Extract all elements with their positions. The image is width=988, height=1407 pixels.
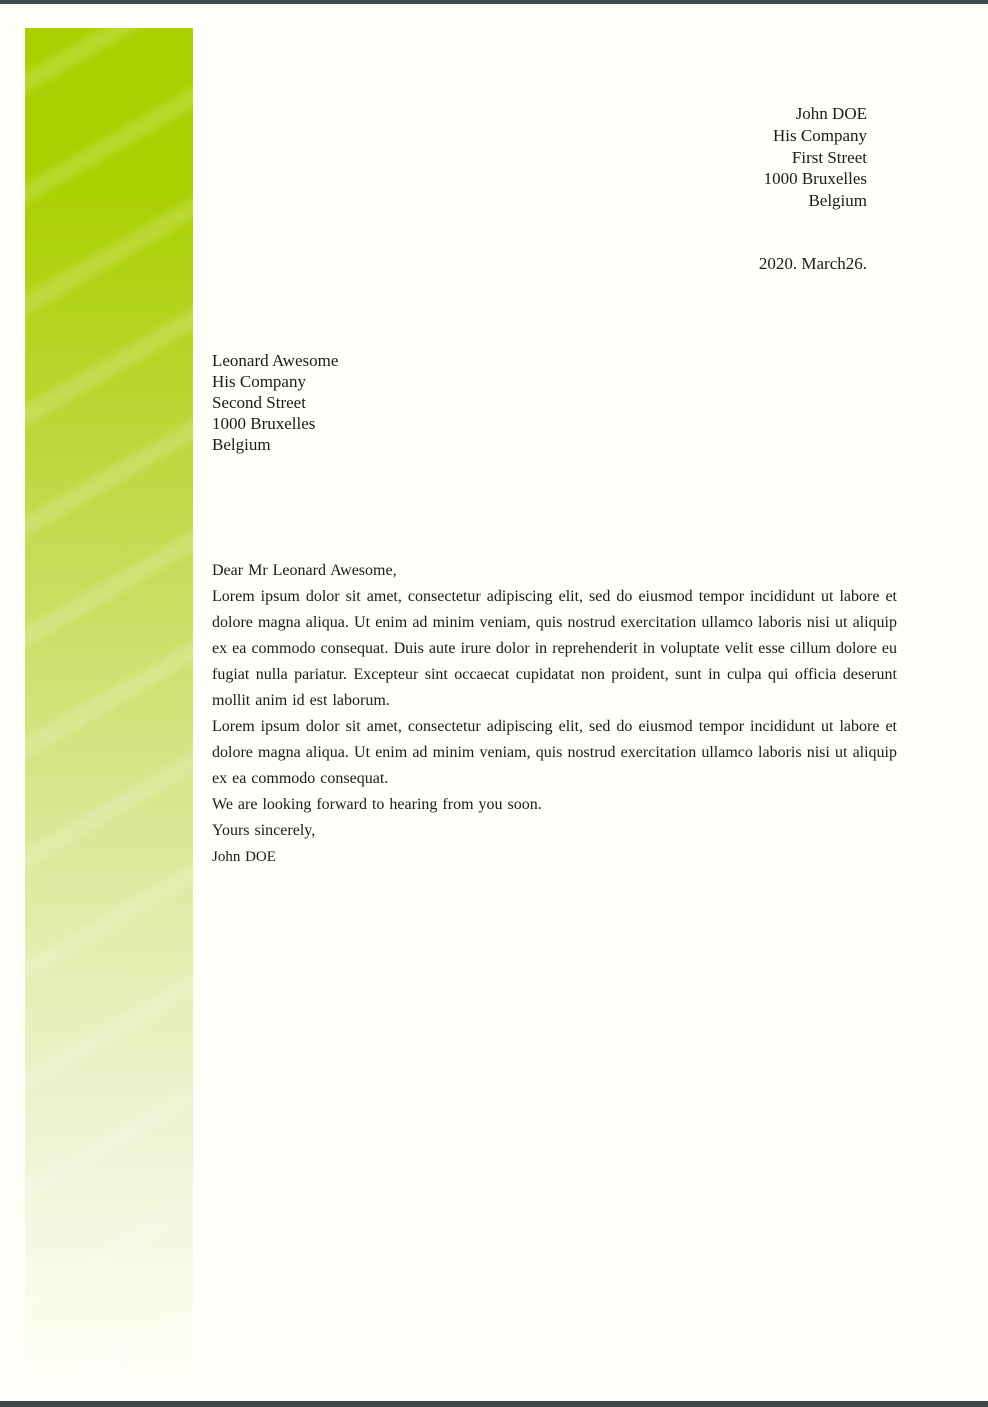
viewer-edge-top <box>0 0 988 4</box>
recipient-address-line: 1000 Bruxelles <box>212 414 316 433</box>
sender-address-line: John DOE <box>795 104 867 123</box>
sender-address-line: 1000 Bruxelles <box>763 169 867 189</box>
letter-body <box>212 558 897 870</box>
recipient-address-block <box>212 350 338 455</box>
valediction: Yours sincerely, <box>212 822 316 839</box>
signature-name: John DOE <box>212 849 276 865</box>
recipient-address-line: Leonard Awesome <box>212 351 339 370</box>
salutation: Dear Mr Leonard Awesome, <box>212 562 397 579</box>
recipient-address-line: Second Street <box>212 393 306 412</box>
sender-address-line: His Company <box>773 125 867 145</box>
sender-address-line: Belgium <box>808 191 867 211</box>
body-paragraph-2: Lorem ipsum dolor sit amet, consectetur adipiscing elit, sed do eiusmod tempor incididunt ut labore et dolore magna aliqua. Ut enim ad minim veniam, quis nostrud exercitation ullamco laboris nisi ut aliquip ex ea commodo consequat. <box>212 718 897 787</box>
viewer-edge-bottom <box>0 1401 988 1407</box>
date-line: 2020. March26. <box>758 254 867 273</box>
recipient-address-line: His Company <box>212 372 306 391</box>
closing-line: We are looking forward to hearing from you soon. <box>212 796 542 813</box>
body-paragraph-1: Lorem ipsum dolor sit amet, consectetur adipiscing elit, sed do eiusmod tempor incididunt ut labore et dolore magna aliqua. Ut enim ad minim veniam, quis nostrud exercitation ullamco laboris nisi ut aliquip ex ea commodo consequat. Duis aute irure dolor in reprehenderit in voluptate velit esse cillum dolore eu fugiat nulla pariatur. Excepteur sint occaecat cupidatat non proident, sunt in culpa qui officia deserunt mollit anim id est laborum. <box>212 588 897 709</box>
sender-address-block <box>764 103 867 212</box>
sender-address-line: First Street <box>791 147 867 167</box>
green-gradient-sidebar <box>25 28 193 1380</box>
recipient-address-line: Belgium <box>212 435 271 454</box>
